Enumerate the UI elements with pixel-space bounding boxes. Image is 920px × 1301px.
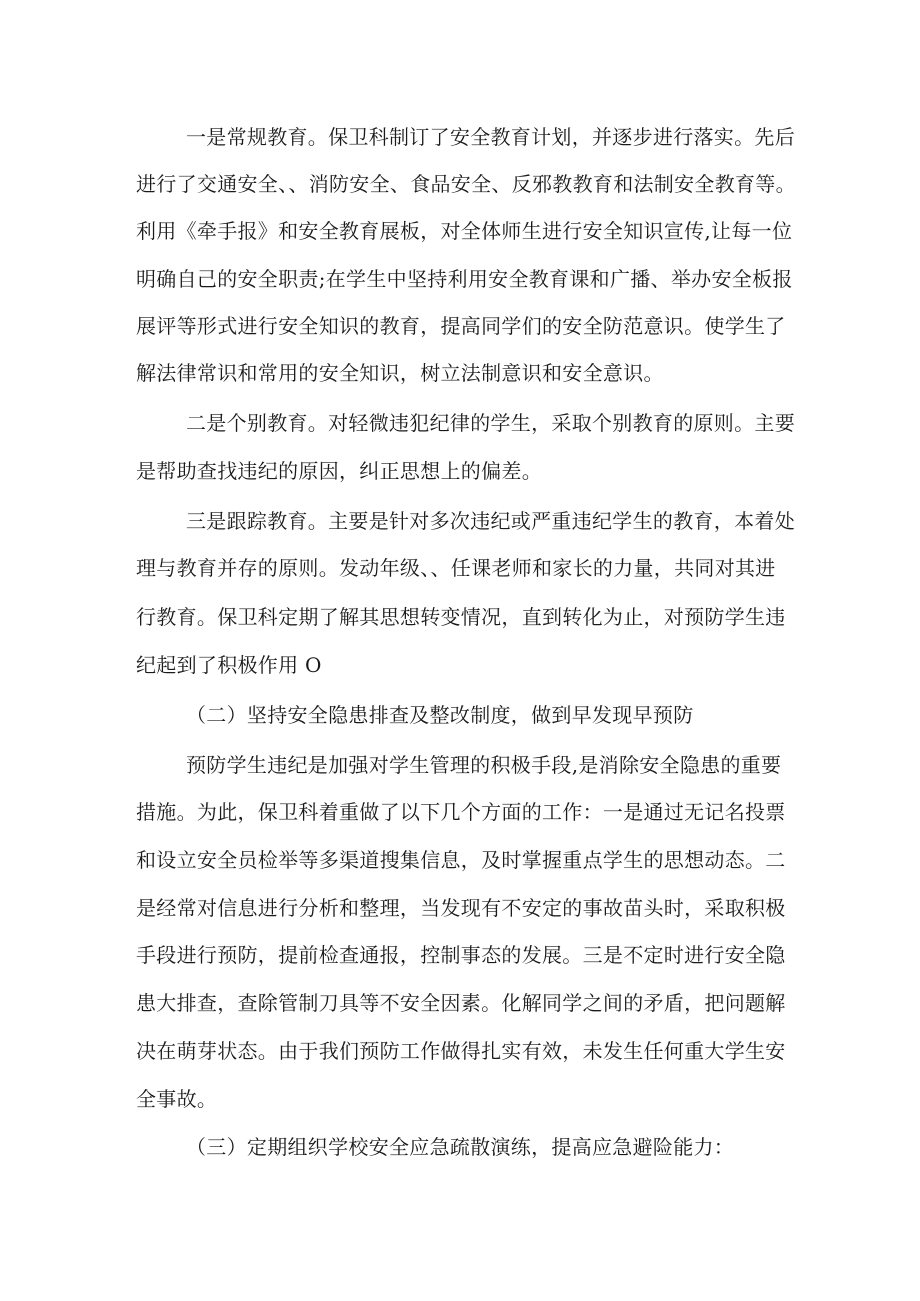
paragraph-line: 和设立安全员检举等多渠道搜集信息，及时掌握重点学生的思想动态。二 [136, 848, 786, 872]
paragraph-line: 一是常规教育。保卫科制订了安全教育计划，并逐步进行落实。先后 [186, 125, 795, 149]
paragraph-line: 解法律常识和常用的安全知识，树立法制意识和安全意识。 [136, 361, 664, 385]
paragraph-line: 明确自己的安全职责;在学生中坚持利用安全教育课和广播、举办安全板报 [136, 267, 793, 291]
paragraph-line: 全事故。 [136, 1087, 218, 1111]
paragraph-line: 手段进行预防，提前检查通报，控制事态的发展。三是不定时进行安全隐 [136, 943, 786, 967]
section-heading: （三）定期组织学校安全应急疏散演练，提高应急避险能力： [186, 1135, 735, 1159]
section-heading: （二）坚持安全隐患排查及整改制度，做到早发现早预防 [186, 703, 694, 727]
paragraph-line: 患大排查，查除管制刀具等不安全因素。化解同学之间的矛盾，把问题解 [136, 991, 786, 1015]
paragraph-line: 预防学生违纪是加强对学生管理的积极手段,是消除安全隐患的重要 [186, 753, 782, 777]
paragraph-line: 展评等形式进行安全知识的教育，提高同学们的安全防范意识。使学生了 [136, 314, 786, 338]
paragraph-line: 纪起到了积极作用 O [136, 653, 322, 677]
paragraph-line: 二是个别教育。对轻微违犯纪律的学生，采取个别教育的原则。主要 [186, 411, 795, 435]
paragraph-line: 进行了交通安全、、消防安全、食品安全、反邪教教育和法制安全教育等。 [136, 172, 796, 196]
paragraph-line: 三是跟踪教育。主要是针对多次违纪或严重违纪学生的教育，本着处 [186, 509, 795, 533]
paragraph-line: 措施。为此，保卫科着重做了以下几个方面的工作：一是通过无记名投票 [136, 800, 786, 824]
paragraph-line: 利用《牵手报》和安全教育展板，对全体师生进行安全知识宣传,让每一位 [136, 219, 793, 243]
paragraph-line: 是帮助查找违纪的原因，纠正思想上的偏差。 [136, 459, 542, 483]
paragraph-line: 行教育。保卫科定期了解其思想转变情况，直到转化为止，对预防学生违 [136, 605, 786, 629]
paragraph-line: 决在萌芽状态。由于我们预防工作做得扎实有效，未发生任何重大学生安 [136, 1039, 786, 1063]
paragraph-line: 理与教育并存的原则。发动年级、、任课老师和家长的力量，共同对其进 [136, 556, 776, 580]
paragraph-line: 是经常对信息进行分析和整理，当发现有不安定的事故苗头时，采取积极 [136, 896, 786, 920]
